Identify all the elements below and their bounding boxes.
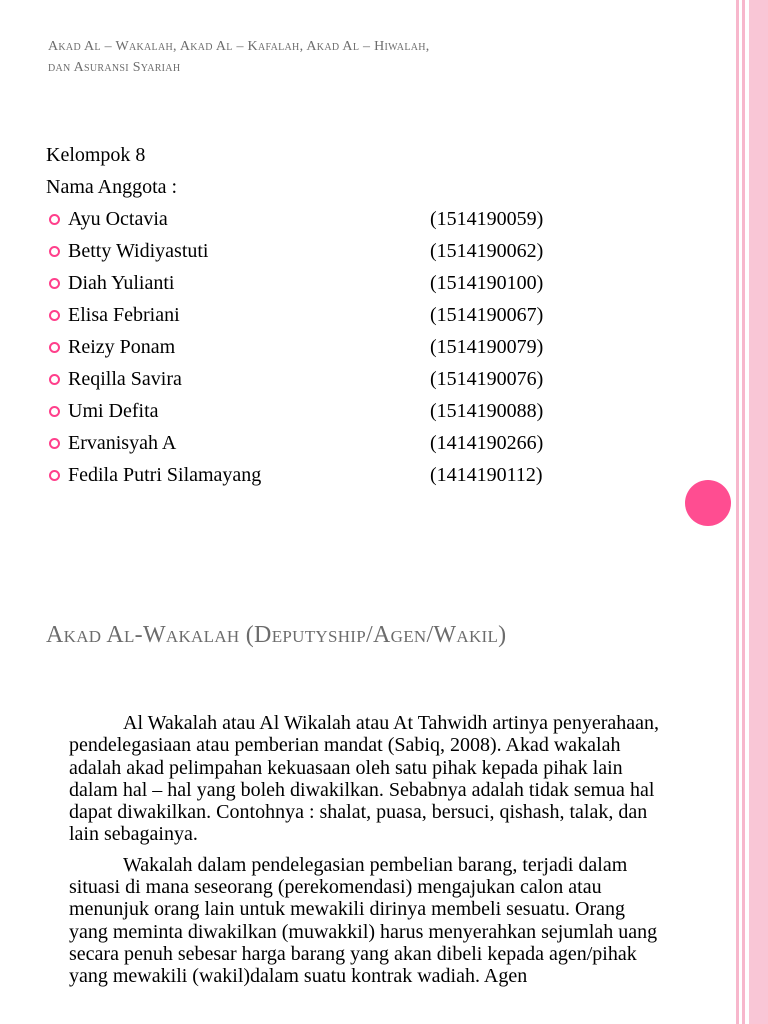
list-item: [46, 427, 646, 459]
slide1-title-line2: dan Asuransi Syariah: [48, 60, 181, 75]
slide1-title: [48, 36, 688, 78]
group-label: Kelompok 8: [46, 144, 146, 166]
member-nim: (1414190266): [430, 432, 544, 454]
list-item: [46, 331, 646, 363]
member-nim: (1514190079): [430, 336, 544, 358]
decorative-rail-right: [749, 0, 768, 1024]
bullet-ring-icon: [49, 246, 60, 257]
member-nim: (1514190088): [430, 400, 544, 422]
member-nim: (1514190067): [430, 304, 544, 326]
member-name: Betty Widiyastuti: [68, 240, 209, 262]
decorative-rail-left: [736, 0, 739, 1024]
bullet-ring-icon: [49, 438, 60, 449]
list-item: [46, 235, 646, 267]
member-name: Reqilla Savira: [68, 368, 182, 390]
member-name: Diah Yulianti: [68, 272, 175, 294]
member-name: Reizy Ponam: [68, 336, 176, 358]
list-item: [46, 363, 646, 395]
member-nim: (1514190100): [430, 272, 544, 294]
bullet-ring-icon: [49, 310, 60, 321]
member-nim: (1514190062): [430, 240, 544, 262]
bullet-ring-icon: [49, 406, 60, 417]
member-nim: (1414190112): [430, 464, 543, 486]
list-item: [46, 459, 646, 491]
member-name: Ayu Octavia: [68, 208, 168, 230]
list-item: [46, 267, 646, 299]
bullet-ring-icon: [49, 342, 60, 353]
member-name: Elisa Febriani: [68, 304, 180, 326]
members-label: Nama Anggota :: [46, 176, 178, 198]
slide1-title-line1: Akad Al – Wakalah, Akad Al – Kafalah, Akad Al – Hiwalah,: [48, 39, 430, 54]
list-item: [46, 203, 646, 235]
bullet-ring-icon: [49, 278, 60, 289]
bullet-ring-icon: [49, 470, 60, 481]
bullet-ring-icon: [49, 214, 60, 225]
member-nim: (1514190076): [430, 368, 544, 390]
member-list: [46, 203, 646, 491]
slide2-title: Akad Al-Wakalah (Deputyship/Agen/Wakil): [46, 622, 507, 648]
decorative-dot: [685, 480, 731, 526]
member-name: Ervanisyah A: [68, 432, 177, 454]
group-members: [46, 139, 646, 491]
paragraph: Al Wakalah atau Al Wikalah atau At Tahwidh artinya penyerahaan, pendelegasiaan atau pemberian mandat (Sabiq, 2008). Akad wakalah adalah akad pelimpahan kekuasaan oleh satu pihak kepada pihak lain dalam hal – hal yang boleh diwakilkan. Sebabnya adalah tidak semua hal dapat diwakilkan. Contohnya : shalat, puasa, bersuci, qishash, talak, dan lain sebagainya.: [69, 712, 660, 846]
member-name: Fedila Putri Silamayang: [68, 464, 262, 486]
member-nim: (1514190059): [430, 208, 544, 230]
body-text: [69, 712, 661, 996]
list-item: [46, 299, 646, 331]
list-item: [46, 395, 646, 427]
member-name: Umi Defita: [68, 400, 159, 422]
paragraph: Wakalah dalam pendelegasian pembelian barang, terjadi dalam situasi di mana seseorang (perekomendasi) mengajukan calon atau menunjuk orang lain untuk mewakili dirinya membeli sesuatu. Orang yang meminta diwakilkan (muwakkil) harus menyerahkan sejumlah uang secara penuh sebesar harga barang yang akan dibeli kepada agen/pihak yang mewakili (wakil)dalam suatu kontrak wadiah. Agen: [69, 853, 658, 988]
decorative-rail-middle: [742, 0, 745, 1024]
bullet-ring-icon: [49, 374, 60, 385]
